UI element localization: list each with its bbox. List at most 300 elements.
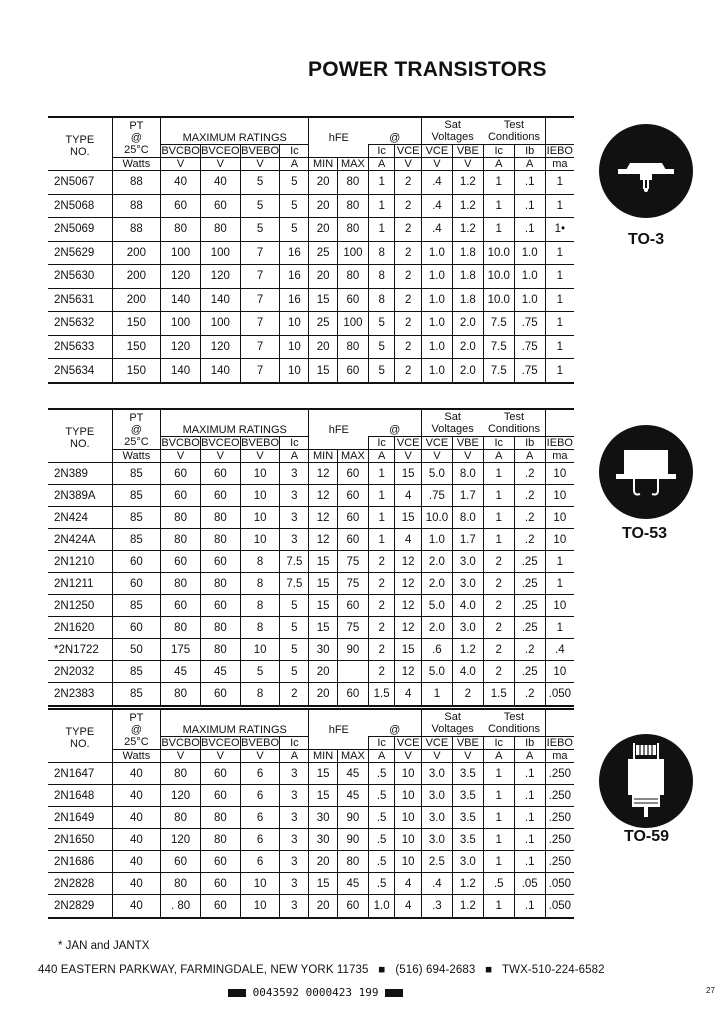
value-cell: 85: [112, 485, 161, 507]
value-cell: 60: [337, 529, 368, 551]
voltages-label: Voltages: [431, 723, 474, 735]
value-cell: 1: [483, 194, 514, 218]
value-cell: 5: [280, 639, 309, 661]
value-cell: 80: [337, 265, 368, 289]
value-cell: 5: [368, 359, 395, 383]
col-pt: [112, 118, 161, 158]
value-cell: 10: [240, 463, 280, 485]
value-cell: 2.0: [452, 312, 483, 336]
vbe-sat-header: VBE: [452, 145, 483, 158]
value-cell: 6: [240, 851, 280, 873]
col-pt: [112, 710, 161, 750]
transistor-table-to3: [48, 116, 574, 384]
value-cell: 3.0: [421, 763, 452, 785]
unit-v: V: [421, 750, 452, 763]
value-cell: 80: [200, 218, 240, 242]
value-cell: 40: [200, 171, 240, 195]
value-cell: 15: [309, 551, 338, 573]
unit-a: A: [483, 450, 514, 463]
hfe-at-header: @: [389, 724, 401, 736]
value-cell: 60: [161, 595, 201, 617]
value-cell: .5: [368, 829, 395, 851]
ic-header: Ic: [280, 737, 309, 750]
value-cell: 1: [368, 218, 395, 242]
bvcbo-header: BVCBO: [161, 737, 200, 749]
value-cell: 1.0: [368, 895, 395, 917]
value-cell: .1: [514, 763, 545, 785]
test-conditions-header: [483, 118, 545, 145]
value-cell: 60: [161, 485, 201, 507]
value-cell: 1.0: [514, 288, 545, 312]
hfe-header: hFE: [309, 410, 369, 437]
value-cell: 85: [112, 507, 161, 529]
type-cell: 2N1686: [48, 851, 112, 873]
value-cell: 100: [200, 241, 240, 265]
vce-sat-header: VCE: [421, 737, 452, 750]
value-cell: 5: [240, 218, 280, 242]
value-cell: 140: [200, 288, 240, 312]
value-cell: .1: [514, 895, 545, 917]
type-cell: 2N5631: [48, 288, 112, 312]
value-cell: .05: [514, 873, 545, 895]
value-cell: 25: [309, 241, 338, 265]
value-cell: 8: [240, 551, 280, 573]
value-cell: 7: [240, 241, 280, 265]
value-cell: 1: [545, 359, 574, 383]
value-cell: 5: [280, 617, 309, 639]
table-row: [48, 288, 574, 312]
value-cell: 16: [280, 288, 309, 312]
ib-test-header: Ib: [514, 437, 545, 450]
test-conditions-header: [483, 410, 545, 437]
value-cell: 7.5: [483, 335, 514, 359]
value-cell: 7: [240, 312, 280, 336]
table-row: [48, 551, 574, 573]
test-label: Test: [503, 411, 525, 423]
table-row: [48, 763, 574, 785]
sat-label: Sat: [444, 411, 461, 423]
value-cell: 40: [112, 873, 161, 895]
unit-v: V: [200, 450, 240, 463]
type-cell: 2N1210: [48, 551, 112, 573]
table-row: [48, 785, 574, 807]
value-cell: 10: [280, 335, 309, 359]
value-cell: .2: [514, 529, 545, 551]
max-ratings-header: MAXIMUM RATINGS: [161, 710, 309, 737]
value-cell: 80: [161, 763, 201, 785]
value-cell: 10: [395, 851, 422, 873]
table-row: [48, 617, 574, 639]
value-cell: 10: [240, 529, 280, 551]
unit-a: A: [368, 158, 395, 171]
no-label: NO.: [70, 437, 90, 450]
value-cell: 15: [309, 785, 338, 807]
value-cell: 10: [545, 529, 574, 551]
unit-a: A: [514, 158, 545, 171]
unit-max: MAX: [337, 450, 368, 463]
value-cell: 4: [395, 873, 422, 895]
value-cell: .5: [368, 851, 395, 873]
value-cell: 10: [545, 661, 574, 683]
value-cell: .1: [514, 785, 545, 807]
table-row: [48, 829, 574, 851]
value-cell: 45: [200, 661, 240, 683]
value-cell: 10.0: [421, 507, 452, 529]
value-cell: 8.0: [452, 507, 483, 529]
sat-label: Sat: [444, 711, 461, 723]
value-cell: 1•: [545, 218, 574, 242]
value-cell: 10.0: [483, 265, 514, 289]
value-cell: 40: [112, 785, 161, 807]
value-cell: 2: [395, 288, 422, 312]
value-cell: 45: [161, 661, 201, 683]
value-cell: 120: [161, 829, 201, 851]
value-cell: .2: [514, 683, 545, 705]
test-label: Test: [503, 711, 525, 723]
sat-voltages-header: [421, 410, 483, 437]
value-cell: 12: [395, 595, 422, 617]
value-cell: 1.0: [514, 241, 545, 265]
conditions-label: Conditions: [487, 723, 540, 735]
value-cell: 1: [368, 171, 395, 195]
value-cell: 3: [280, 895, 309, 917]
value-cell: 10: [240, 895, 280, 917]
value-cell: .1: [514, 851, 545, 873]
table-row: [48, 218, 574, 242]
value-cell: 1: [483, 529, 514, 551]
value-cell: 2.0: [421, 573, 452, 595]
type-cell: 2N5069: [48, 218, 112, 242]
value-cell: 3.5: [452, 807, 483, 829]
value-cell: 2.0: [452, 335, 483, 359]
value-cell: .4: [421, 171, 452, 195]
table-row: [48, 873, 574, 895]
value-cell: .1: [514, 829, 545, 851]
value-cell: 1: [483, 807, 514, 829]
value-cell: 2.0: [421, 617, 452, 639]
transistor-table-to59: [48, 708, 574, 919]
value-cell: 6: [240, 763, 280, 785]
table-row: [48, 895, 574, 917]
value-cell: 60: [161, 194, 201, 218]
value-cell: .250: [545, 763, 574, 785]
type-cell: 2N5629: [48, 241, 112, 265]
value-cell: 60: [200, 485, 240, 507]
to-53-package-icon: [598, 424, 694, 520]
value-cell: 2: [395, 265, 422, 289]
value-cell: 60: [337, 507, 368, 529]
value-cell: 60: [200, 194, 240, 218]
value-cell: 85: [112, 683, 161, 705]
iebo-header: IEBO: [546, 737, 573, 749]
temp-label: 25°C: [124, 735, 149, 748]
value-cell: 1: [545, 573, 574, 595]
value-cell: 3.0: [452, 851, 483, 873]
vce-sat-header: VCE: [421, 437, 452, 450]
footnote-jan: * JAN and JANTX: [58, 940, 150, 952]
value-cell: 7.5: [280, 551, 309, 573]
unit-v: V: [421, 450, 452, 463]
unit-max: MAX: [337, 750, 368, 763]
table-row: [48, 241, 574, 265]
unit-v: V: [161, 450, 201, 463]
value-cell: 80: [161, 683, 201, 705]
value-cell: 3.0: [421, 829, 452, 851]
value-cell: 15: [395, 639, 422, 661]
value-cell: 15: [309, 359, 338, 383]
value-cell: 8: [368, 265, 395, 289]
value-cell: 60: [112, 573, 161, 595]
pt-label: PT: [129, 411, 144, 424]
table-row: [48, 807, 574, 829]
value-cell: 6: [240, 785, 280, 807]
type-cell: 2N424: [48, 507, 112, 529]
table-row: [48, 265, 574, 289]
hfe-at-header: @: [389, 132, 401, 144]
value-cell: 1: [368, 485, 395, 507]
type-cell: 2N1250: [48, 595, 112, 617]
unit-ma: ma: [545, 450, 574, 463]
value-cell: .75: [514, 359, 545, 383]
type-cell: 2N2828: [48, 873, 112, 895]
phone-number: (516) 694-2683: [395, 964, 476, 976]
value-cell: .2: [514, 485, 545, 507]
value-cell: 90: [337, 829, 368, 851]
bvcbo-header: BVCBO: [161, 437, 200, 449]
value-cell: 10: [395, 785, 422, 807]
value-cell: 1: [368, 463, 395, 485]
ic-test-header: Ic: [483, 737, 514, 750]
value-cell: 1: [483, 895, 514, 917]
unit-a: A: [280, 750, 309, 763]
ic-test-header: Ic: [483, 145, 514, 158]
type-cell: 2N2829: [54, 899, 95, 912]
value-cell: 75: [337, 617, 368, 639]
value-cell: 3: [280, 485, 309, 507]
value-cell: 90: [337, 807, 368, 829]
type-cell: 2N5632: [48, 312, 112, 336]
table-row: [48, 359, 574, 383]
ic-cond-header: Ic: [368, 145, 395, 158]
value-cell: .75: [514, 312, 545, 336]
value-cell: 30: [309, 807, 338, 829]
value-cell: 10: [395, 807, 422, 829]
table-row: [48, 335, 574, 359]
iebo-header: IEBO: [546, 145, 573, 157]
value-cell: 5.0: [421, 661, 452, 683]
value-cell: 1: [545, 171, 574, 195]
pt-at-label: @: [130, 423, 142, 436]
value-cell: 8.0: [452, 463, 483, 485]
value-cell: 3: [280, 763, 309, 785]
to-3-label: TO-3: [628, 231, 665, 248]
value-cell: 10: [545, 463, 574, 485]
value-cell: 3.5: [452, 785, 483, 807]
value-cell: 3.5: [452, 829, 483, 851]
value-cell: 3.5: [452, 763, 483, 785]
value-cell: 60: [337, 288, 368, 312]
value-cell: 1: [545, 335, 574, 359]
value-cell: 140: [200, 359, 240, 383]
value-cell: 2.5: [421, 851, 452, 873]
page-number: 27: [706, 986, 715, 995]
value-cell: .050: [545, 895, 574, 917]
unit-v: V: [452, 158, 483, 171]
value-cell: 20: [309, 171, 338, 195]
value-cell: 1: [483, 485, 514, 507]
value-cell: 10: [240, 639, 280, 661]
unit-a: A: [483, 750, 514, 763]
value-cell: 4.0: [452, 595, 483, 617]
value-cell: 10: [545, 485, 574, 507]
value-cell: 1: [545, 241, 574, 265]
value-cell: 40: [112, 851, 161, 873]
to-3-package-icon: [598, 123, 694, 219]
value-cell: 1: [545, 551, 574, 573]
vce-cond-header: VCE: [396, 437, 420, 449]
value-cell: 80: [200, 829, 240, 851]
value-cell: 40: [112, 895, 161, 917]
value-cell: 4: [395, 895, 422, 917]
value-cell: .75: [514, 335, 545, 359]
type-label: TYPE: [65, 725, 95, 738]
value-cell: 40: [161, 171, 201, 195]
unit-v: V: [200, 158, 240, 171]
unit-a: A: [368, 750, 395, 763]
value-cell: 100: [200, 312, 240, 336]
value-cell: 7.5: [280, 573, 309, 595]
to-59-package-icon: [598, 733, 694, 829]
type-cell: 2N1650: [48, 829, 112, 851]
value-cell: .250: [545, 807, 574, 829]
value-cell: 80: [337, 335, 368, 359]
value-cell: 5: [280, 218, 309, 242]
value-cell: 60: [337, 683, 368, 705]
value-cell: 5: [280, 194, 309, 218]
value-cell: 2: [395, 312, 422, 336]
value-cell: 10: [395, 829, 422, 851]
value-cell: 1.2: [452, 639, 483, 661]
bvebo-header: BVEBO: [241, 145, 280, 157]
value-cell: 4: [395, 485, 422, 507]
value-cell: 12: [395, 573, 422, 595]
type-cell: 2N1211: [48, 573, 112, 595]
value-cell: 6: [240, 829, 280, 851]
bvebo-header: BVEBO: [241, 737, 280, 749]
unit-v: V: [161, 158, 201, 171]
value-cell: 5: [368, 335, 395, 359]
value-cell: 20: [309, 265, 338, 289]
value-cell: 100: [161, 241, 201, 265]
value-cell: 3.0: [421, 785, 452, 807]
value-cell: .050: [545, 683, 574, 705]
bvceo-header: BVCEO: [201, 145, 240, 157]
pt-label: PT: [129, 711, 144, 724]
value-cell: 1: [483, 218, 514, 242]
value-cell: .75: [421, 485, 452, 507]
value-cell: 60: [200, 595, 240, 617]
value-cell: . 80: [161, 895, 201, 917]
value-cell: 20: [309, 335, 338, 359]
vbe-sat-header: VBE: [452, 437, 483, 450]
table-row: [48, 507, 574, 529]
address: 440 EASTERN PARKWAY, FARMINGDALE, NEW YORK 11735: [38, 964, 369, 976]
value-cell: .5: [368, 807, 395, 829]
test-conditions-header: [483, 710, 545, 737]
transistor-table-to53: [48, 408, 574, 707]
value-cell: 60: [200, 763, 240, 785]
value-cell: 1.8: [452, 265, 483, 289]
value-cell: 2: [368, 639, 395, 661]
value-cell: 1: [483, 785, 514, 807]
unit-v: V: [240, 450, 280, 463]
type-cell: 2N1649: [48, 807, 112, 829]
value-cell: .25: [514, 573, 545, 595]
value-cell: 2: [395, 335, 422, 359]
conditions-label: Conditions: [487, 131, 540, 143]
value-cell: 60: [200, 463, 240, 485]
unit-a: A: [514, 750, 545, 763]
to-59-label: TO-59: [624, 828, 670, 845]
type-cell: 2N5634: [54, 364, 95, 377]
ic-header: Ic: [280, 145, 309, 158]
value-cell: 175: [161, 639, 201, 661]
value-cell: 10.0: [483, 288, 514, 312]
value-cell: 2: [483, 617, 514, 639]
value-cell: 80: [161, 529, 201, 551]
value-cell: .250: [545, 829, 574, 851]
type-cell: 2N424A: [48, 529, 112, 551]
value-cell: .2: [514, 507, 545, 529]
value-cell: 3.0: [421, 807, 452, 829]
table-row: [48, 194, 574, 218]
value-cell: 2: [368, 595, 395, 617]
ic-test-header: Ic: [483, 437, 514, 450]
value-cell: 16: [280, 241, 309, 265]
bvceo-header: BVCEO: [201, 437, 240, 449]
value-cell: 8: [368, 288, 395, 312]
sat-label: Sat: [444, 119, 461, 131]
value-cell: 1.0: [421, 265, 452, 289]
no-label: NO.: [70, 737, 90, 750]
value-cell: 80: [337, 194, 368, 218]
unit-a: A: [483, 158, 514, 171]
table-row: [48, 851, 574, 873]
table-row: [48, 683, 574, 705]
value-cell: 88: [112, 218, 161, 242]
value-cell: 40: [112, 807, 161, 829]
value-cell: 1: [368, 507, 395, 529]
value-cell: 3: [280, 873, 309, 895]
value-cell: 1.2: [452, 194, 483, 218]
value-cell: 100: [337, 241, 368, 265]
value-cell: 90: [337, 639, 368, 661]
value-cell: 75: [337, 551, 368, 573]
value-cell: .25: [514, 551, 545, 573]
value-cell: 2: [368, 573, 395, 595]
value-cell: 3: [280, 807, 309, 829]
sat-voltages-header: [421, 710, 483, 737]
table-row: [48, 661, 574, 683]
value-cell: 60: [337, 485, 368, 507]
value-cell: 80: [337, 851, 368, 873]
value-cell: 20: [309, 895, 338, 917]
value-cell: 1.0: [421, 288, 452, 312]
value-cell: 2: [483, 573, 514, 595]
type-cell: 2N1648: [48, 785, 112, 807]
type-cell: 2N5630: [48, 265, 112, 289]
value-cell: 85: [112, 529, 161, 551]
